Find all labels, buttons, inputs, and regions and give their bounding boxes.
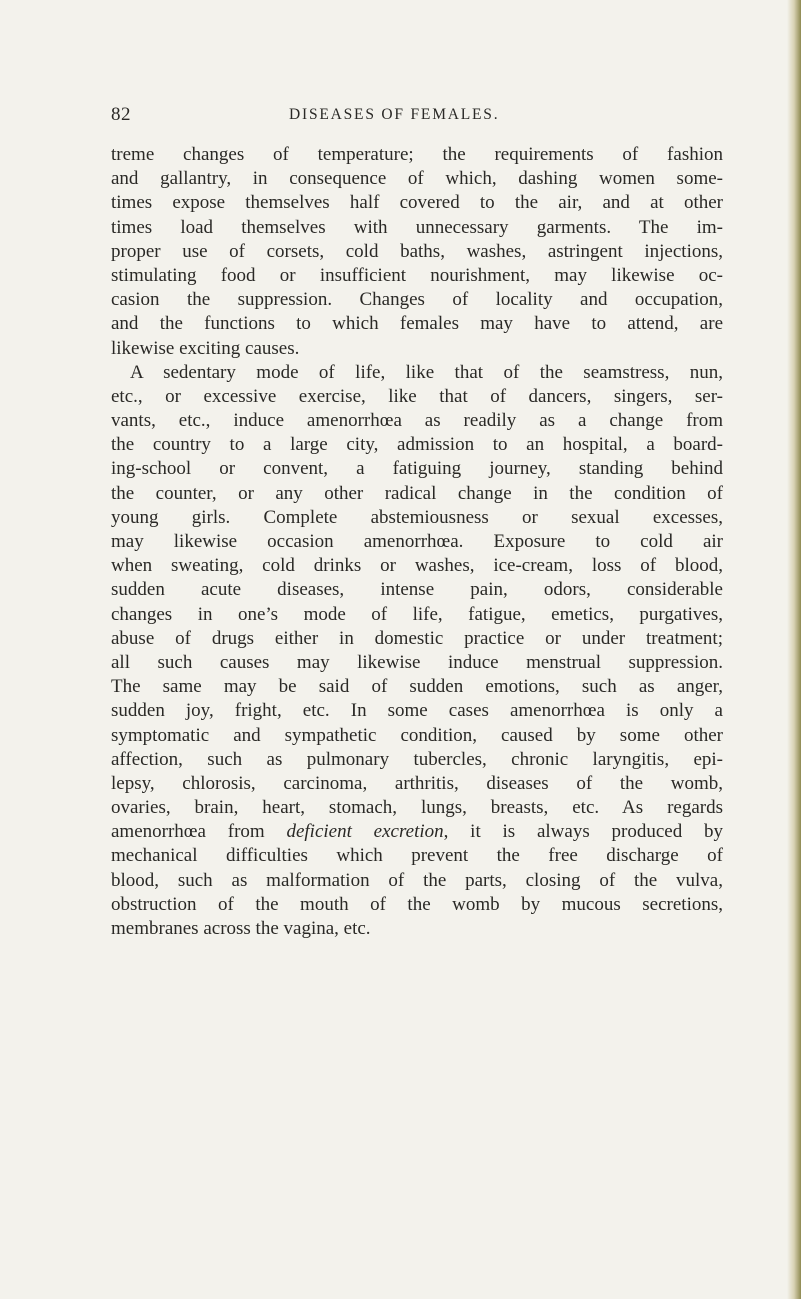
text-line: ovaries, brain, heart, stomach, lungs, breasts, etc. As regards: [111, 797, 723, 819]
page-number: 82: [111, 104, 131, 125]
text-line: ing-school or convent, a fatiguing journey, standing behind: [111, 458, 723, 480]
text-line: etc., or excessive exercise, like that of dancers, singers, ser-: [111, 385, 723, 407]
text-line: proper use of corsets, cold baths, washes, astringent injections,: [111, 240, 723, 262]
text-line: and gallantry, in consequence of which, dashing women some-: [111, 168, 723, 190]
text-line: mechanical difficulties which prevent the free discharge of: [111, 845, 723, 867]
text-line: abuse of drugs either in domestic practice or under treatment;: [111, 627, 723, 649]
text-line: blood, such as malformation of the parts, closing of the vulva,: [111, 869, 723, 891]
text-line: vants, etc., induce amenorrhœa as readily as a change from: [111, 410, 723, 432]
paragraph-end-line: membranes across the vagina, etc.: [111, 918, 371, 939]
text-line: young girls. Complete abstemiousness or sexual excesses,: [111, 506, 723, 528]
line-segment: amenorrhœa from: [111, 821, 287, 843]
italic-phrase: deficient excretion: [286, 821, 444, 843]
line-segment: , it is always produced by: [443, 821, 723, 843]
running-head: DISEASES OF FEMALES.: [289, 106, 500, 123]
text-line: times expose themselves half covered to the air, and at other: [111, 192, 723, 214]
text-line: stimulating food or insufficient nourishment, may likewise oc-: [111, 264, 723, 286]
page-edge-shadow: [787, 0, 801, 1299]
text-line: sudden acute diseases, intense pain, odors, considerable: [111, 579, 723, 601]
text-line: lepsy, chlorosis, carcinoma, arthritis, diseases of the womb,: [111, 772, 723, 794]
paragraph-start-line: A sedentary mode of life, like that of the seamstress, nun,: [130, 361, 723, 383]
body-text: [111, 143, 723, 941]
text-line-with-italic: [111, 820, 723, 844]
text-line: casion the suppression. Changes of locality and occupation,: [111, 289, 723, 311]
text-line: may likewise occasion amenorrhœa. Exposure to cold air: [111, 531, 723, 552]
text-line: changes in one’s mode of life, fatigue, emetics, purgatives,: [111, 603, 723, 625]
text-line: when sweating, cold drinks or washes, ice-cream, loss of blood,: [111, 555, 723, 577]
paragraph-end-line: likewise exciting causes.: [111, 337, 300, 359]
page-header: [111, 104, 717, 128]
text-line: The same may be said of sudden emotions, such as anger,: [111, 676, 723, 698]
text-line: the country to a large city, admission to an hospital, a board-: [111, 434, 723, 456]
text-line: sudden joy, fright, etc. In some cases amenorrhœa is only a: [111, 700, 723, 722]
text-line: treme changes of temperature; the requirements of fashion: [111, 144, 723, 165]
text-line: the counter, or any other radical change in the condition of: [111, 482, 723, 504]
text-line: all such causes may likewise induce menstrual suppression.: [111, 651, 723, 673]
text-line: affection, such as pulmonary tubercles, chronic laryngitis, epi-: [111, 748, 723, 770]
text-line: symptomatic and sympathetic condition, caused by some other: [111, 724, 723, 746]
text-line: and the functions to which females may have to attend, are: [111, 313, 723, 335]
text-line: obstruction of the mouth of the womb by mucous secretions,: [111, 893, 723, 915]
text-line: times load themselves with unnecessary garments. The im-: [111, 216, 723, 238]
